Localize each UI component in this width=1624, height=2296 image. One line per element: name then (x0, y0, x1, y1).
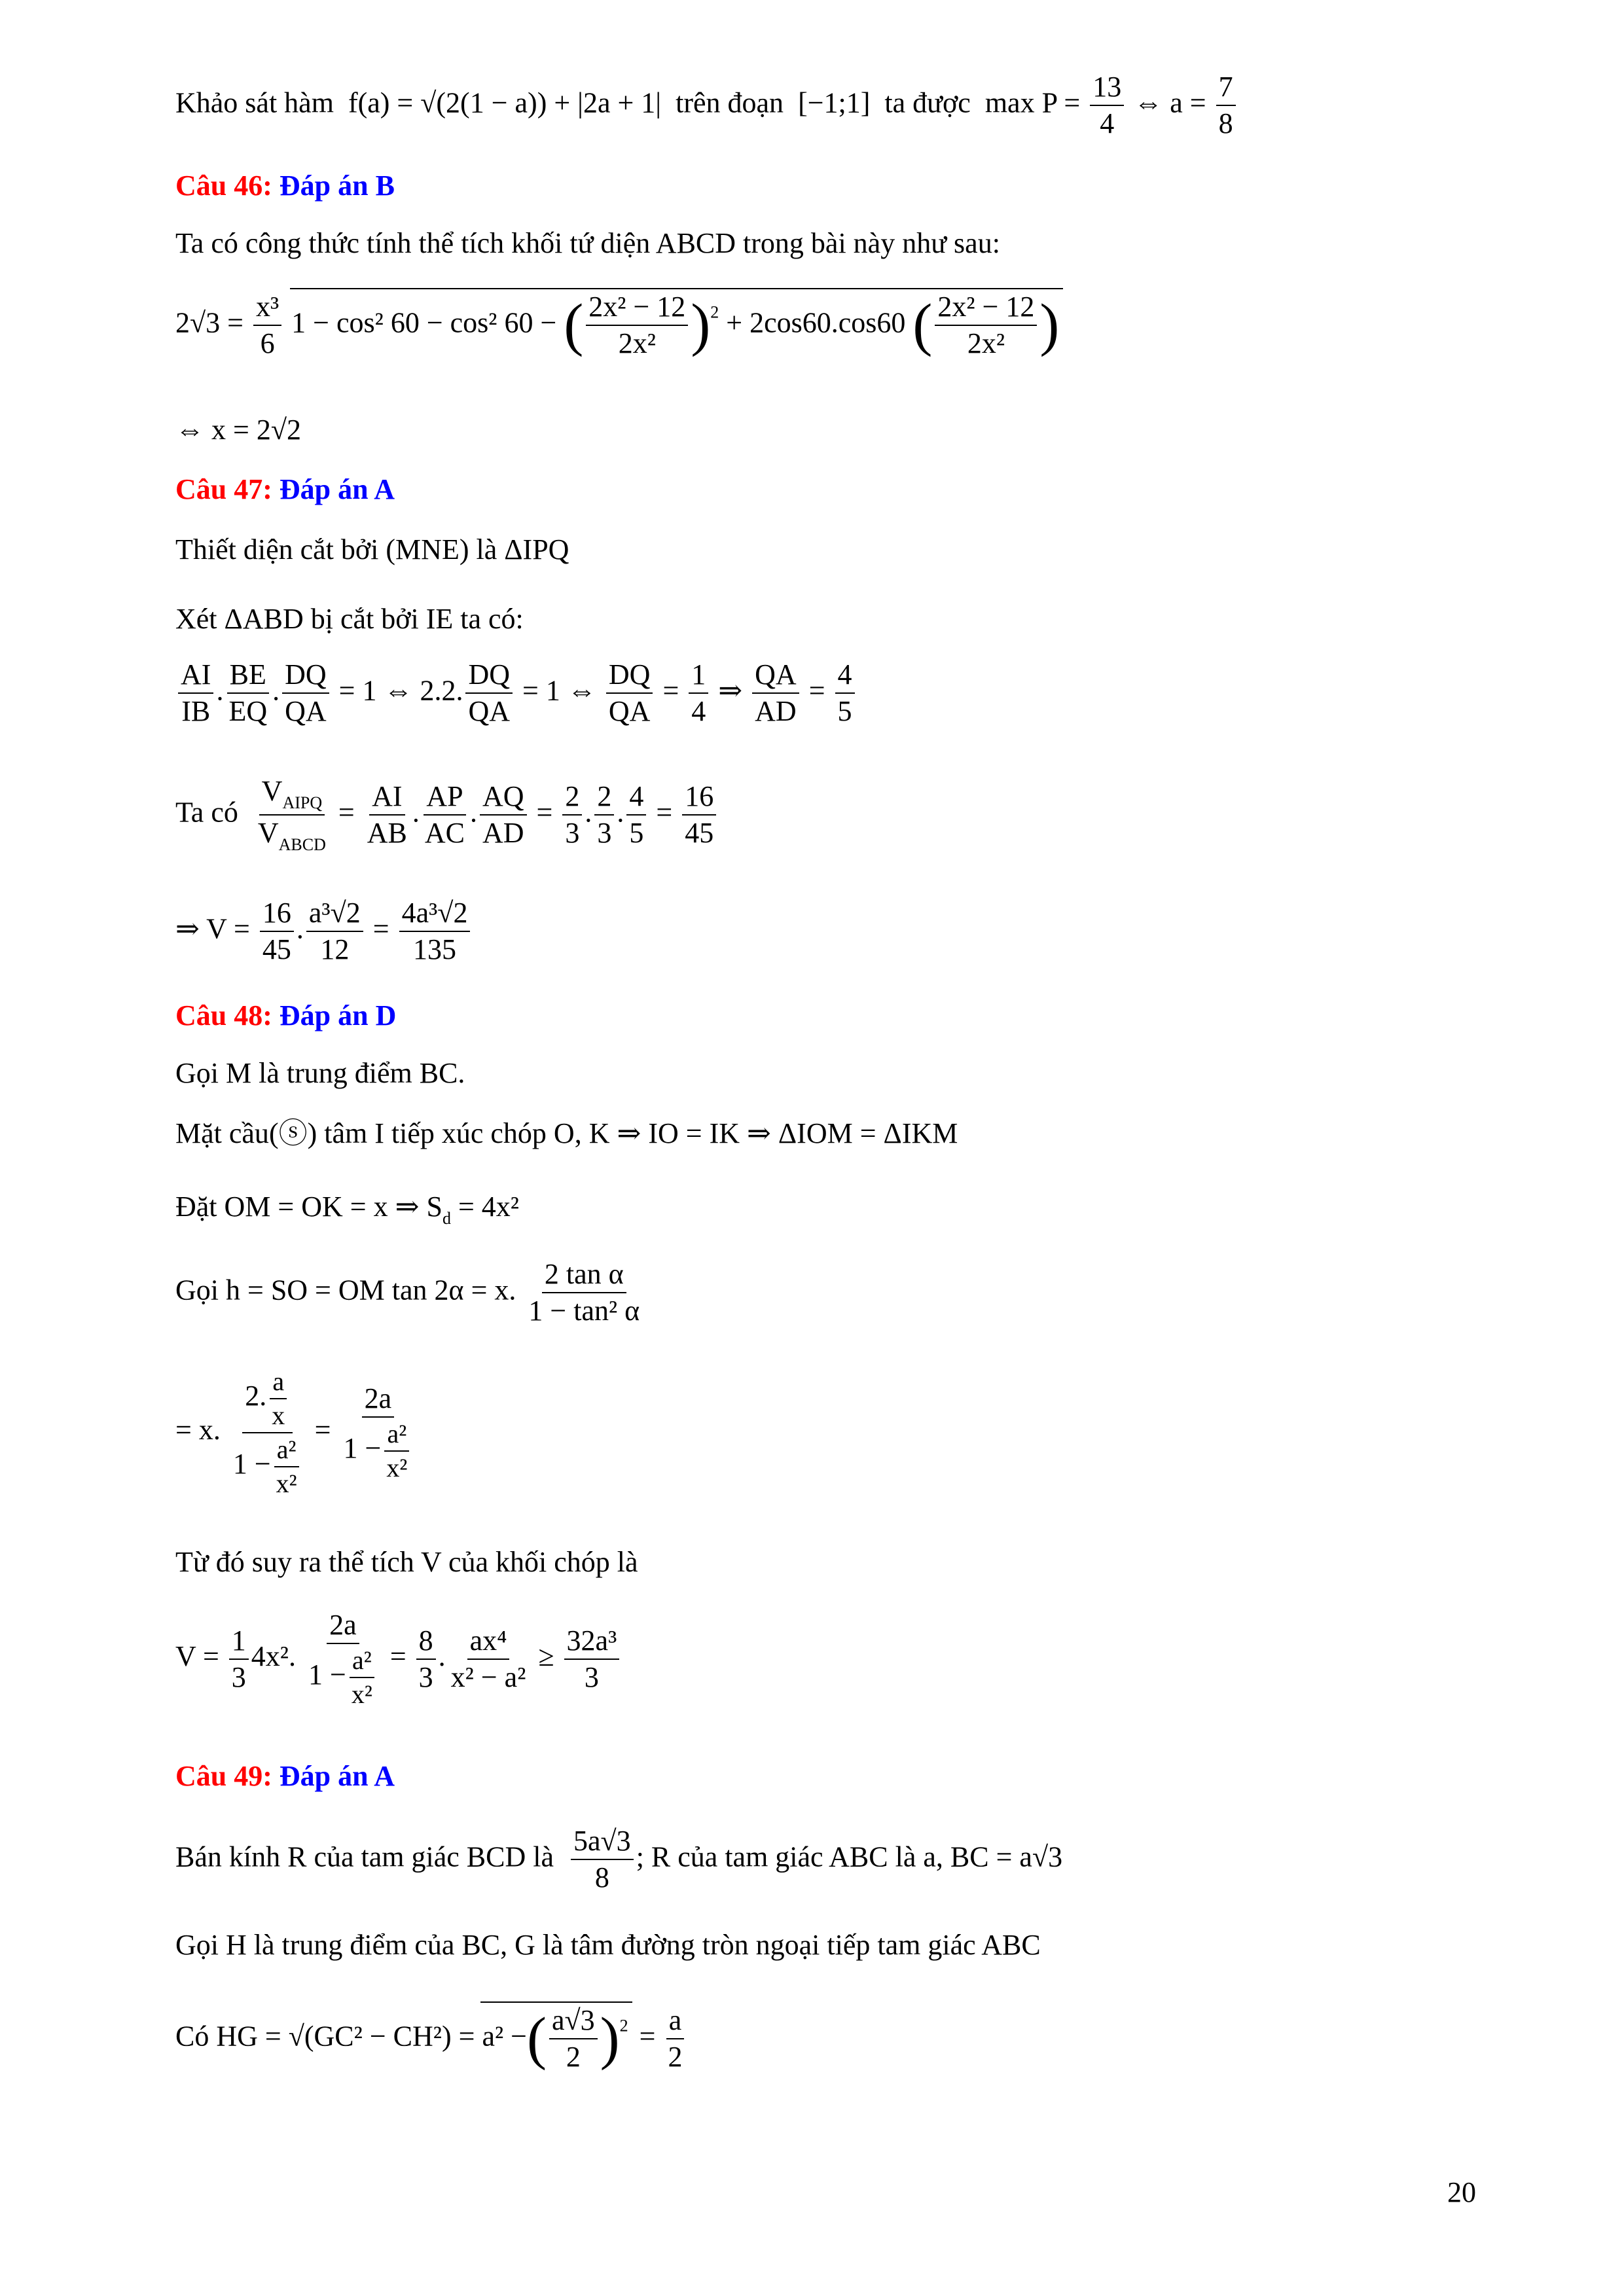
q47-menelaus: $\frac{AI}{IB}$ . $\frac{BE}{EQ}$ . $\frac{DQ}{QA}$ = 1 ⇔ 2.2. $\frac{DQ}{QA}$ = 1 ⇔ $\frac{DQ}{QA}$ = $\frac{1}{4}$ ⇒ $\frac{QA}{AD}$ = $\frac{4}{5}$ (175, 660, 857, 726)
q46-text: Ta có công thức tính thể tích khối tứ diện ABCD trong bài này như sau: (175, 227, 1000, 259)
q49-radius-line: Bán kính R của tam giác BCD là $\frac{5a√3}{8}$ ; R của tam giác ABC là a, BC = a√3 (175, 1825, 1063, 1894)
q48-line-1: Gọi M là trung điểm BC. (175, 1057, 465, 1089)
q47-volume-result: ⇒ V = $\frac{16}{45}$ . $\frac{\text{a³√2}}{12}$ = $\frac{\text{4a³√2}}{135}$ (175, 898, 473, 965)
q47-volume-ratio: Ta có $\frac{V_{AIPQ}}{V_{ABCD}}$ = $\frac{AI}{AB}$ . $\frac{AP}{AC}$ . $\frac{AQ}{AD}$ = $\frac{2}{3}$ . $\frac{2}{3}$ . $\frac{4}{5}$ = $\frac{16}{45}$ (175, 776, 719, 854)
analysis-line: Khảo sát hàm f(a) = √(2(1 − a)) + |2a + 1| trên đoạn [−1;1] ta được max P = $\frac{13}{4}$ ⇔ a = $\frac{7}{8}$ (175, 72, 1238, 139)
q47-section-line: Thiết diện cắt bởi (MNE) là ΔIPQ (175, 533, 569, 565)
function-expression: f(a) = √(2(1 − a)) + |2a + 1| (348, 86, 662, 119)
q48-volume-formula: V = $\frac{1}{3}$ 4x². 2a 1 − $\frac{\text{a²}}{\text{x²}}$ = $\frac{8}{3}$ . $\frac{\text{ax⁴}}{\text{x² − a²}}$ ≥ $\frac{\text{32a³}}{3}$ (175, 1610, 622, 1708)
question-49-heading: Câu 49: Đáp án A (175, 1760, 395, 1792)
q49-line-2: Gọi H là trung điểm của BC, G là tâm đường tròn ngoại tiếp tam giác ABC (175, 1929, 1041, 1961)
q48-line-4: Từ đó suy ra thể tích V của khối chóp là (175, 1546, 638, 1578)
q46-result: ⇔ x = 2√2 (175, 414, 301, 446)
sphere-glyph: (ⓢ) (268, 1117, 317, 1149)
question-46-heading: Câu 46: Đáp án B (175, 170, 395, 202)
question-48-heading: Câu 48: Đáp án D (175, 999, 397, 1031)
q49-hg-formula: Có HG = √(GC² − CH²) = a² −( $\frac{a√3}{2}$ )$^2$ = $\frac{a}{2}$ (175, 2001, 687, 2072)
q48-height-formula: Gọi h = SO = OM tan 2α = x. $\frac{\text{2 tan α}}{\text{1 − tan² α}}$ (175, 1258, 640, 1327)
q48-line-3: Đặt OM = OK = x ⇒ $S_d = 4x^2$ (175, 1191, 519, 1228)
q48-line-2: Mặt cầu(ⓢ) tâm I tiếp xúc chóp O, K ⇒ IO = IK ⇒ ΔIOM = ΔIKM (175, 1117, 958, 1149)
q47-consider-line: Xét ΔABD bị cắt bởi IE ta có: (175, 603, 524, 635)
question-47-heading: Câu 47: Đáp án A (175, 473, 395, 505)
q46-volume-formula: 2√3 = $\frac{\text{x³}}{6}$ 1 − cos² 60 − cos² 60 − ( $\frac{\text{2x² − 12}}{\text{2x²}}$ )$^2$ + 2cos60.cos60 ( $\frac{\text{2x² − 12}}{\text{2x²}}$ ) (175, 288, 1063, 359)
q48-height-substitution: = x. 2. $\frac{a}{x}$ 1 − $\frac{\text{a²}}{\text{x²}}$ = 2a 1 − $\frac{\text{a²}}{\text{x²}}$ (175, 1368, 418, 1498)
page-number: 20 (1447, 2176, 1476, 2208)
